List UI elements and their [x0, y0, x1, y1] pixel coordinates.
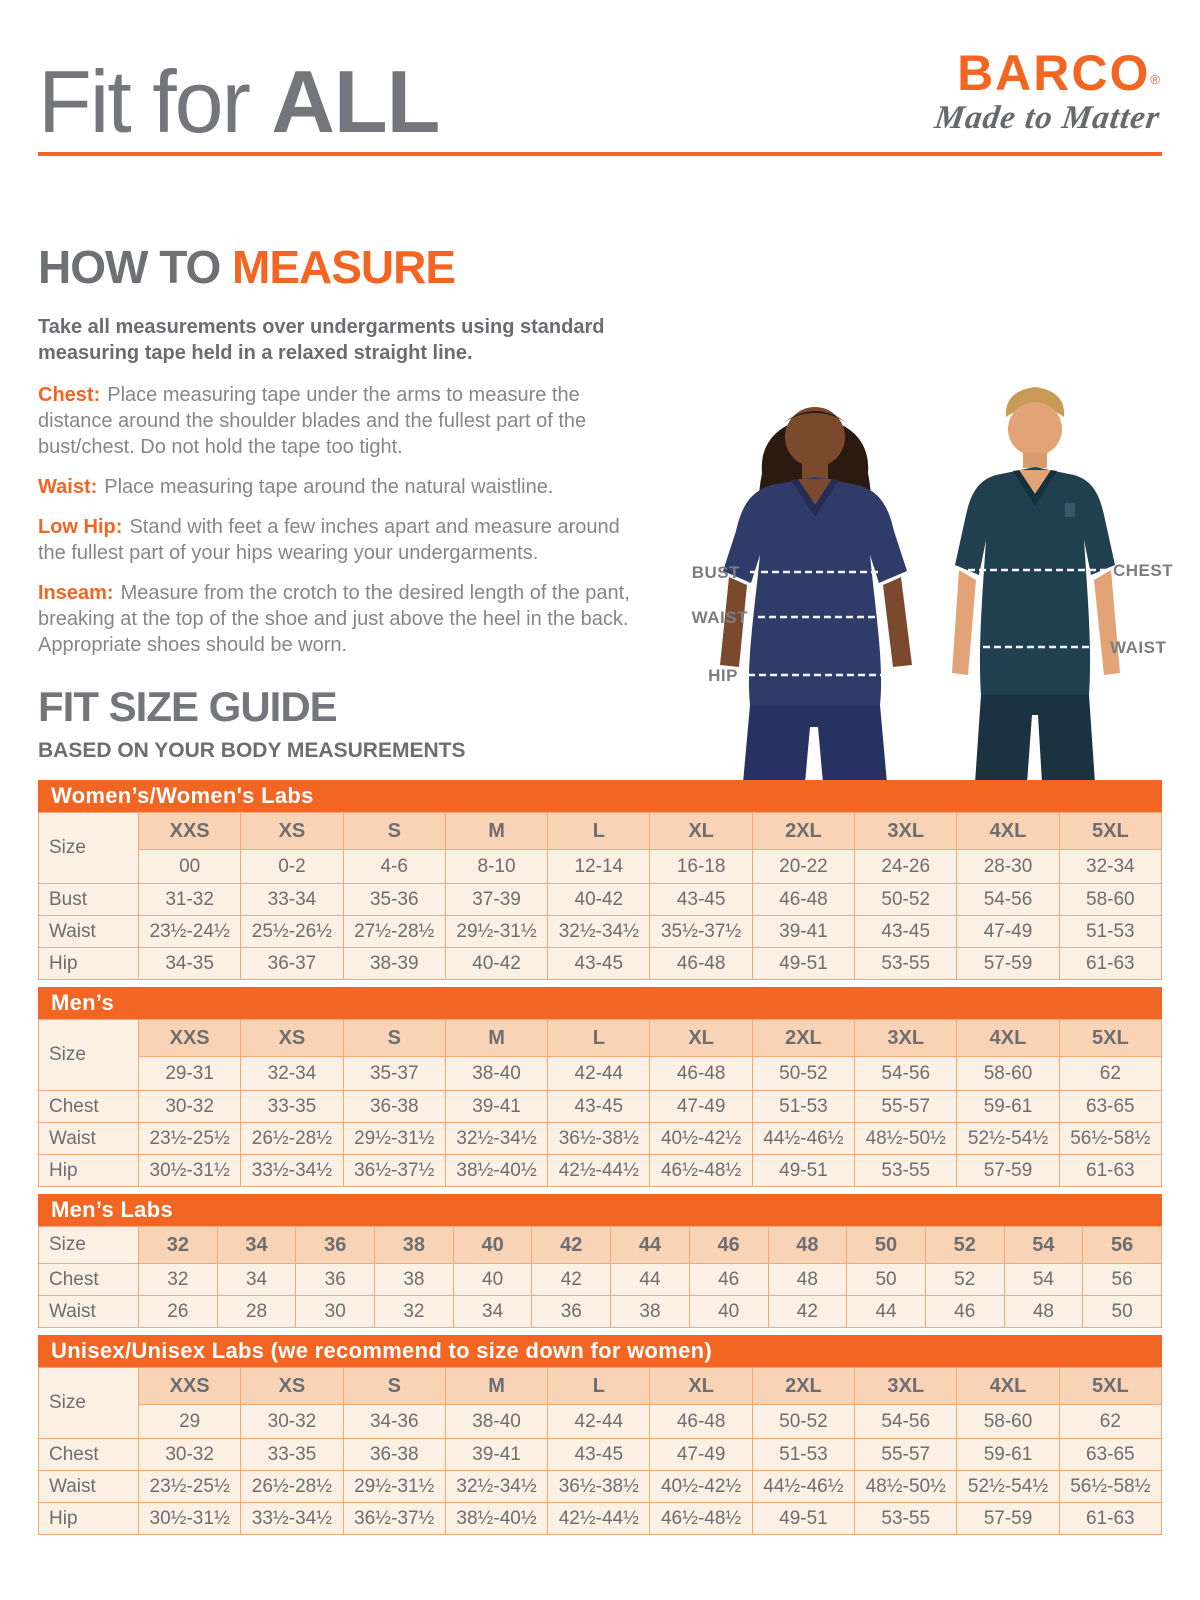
bust-label: BUST	[691, 563, 740, 582]
measurement-cell: 38-39	[343, 948, 445, 980]
measurement-cell: 33-35	[241, 1091, 343, 1123]
female-model-illustration	[720, 407, 912, 783]
size-table	[38, 812, 1162, 980]
measurement-cell: 43-45	[548, 1439, 650, 1471]
size-name-cell: 46	[689, 1227, 768, 1264]
measurement-cell: 36½-37½	[343, 1155, 445, 1187]
row-label-cell: Hip	[39, 1155, 139, 1187]
alt-size-cell: 00	[139, 850, 241, 884]
measurement-cell: 40-42	[445, 948, 547, 980]
alt-size-cell: 20-22	[752, 850, 854, 884]
row-label-cell: Bust	[39, 884, 139, 916]
size-table	[38, 1367, 1162, 1535]
size-name-cell: L	[548, 1368, 650, 1405]
measurement-row	[39, 1123, 1162, 1155]
measurement-cell: 49-51	[752, 948, 854, 980]
measurement-cell: 23½-24½	[139, 916, 241, 948]
measurement-cell: 27½-28½	[343, 916, 445, 948]
size-name-cell: XS	[241, 1368, 343, 1405]
alt-size-cell: 50-52	[752, 1405, 854, 1439]
size-name-cell: 3XL	[855, 1020, 957, 1057]
accent-divider	[38, 152, 1162, 156]
measurement-row	[39, 1155, 1162, 1187]
table-banner: Men’s	[38, 987, 1162, 1019]
guide-subtitle: BASED ON YOUR BODY MEASUREMENTS	[38, 739, 466, 762]
size-name-cell: XL	[650, 1368, 752, 1405]
size-name-cell: S	[343, 813, 445, 850]
size-name-cell: 2XL	[752, 813, 854, 850]
measurement-cell: 38	[611, 1296, 690, 1328]
measurement-cell: 43-45	[548, 948, 650, 980]
measure-item-lowhip	[38, 514, 646, 566]
measurement-cell: 43-45	[855, 916, 957, 948]
table-banner: Men’s Labs	[38, 1194, 1162, 1226]
measurement-cell: 57-59	[957, 1503, 1059, 1535]
measurement-cell: 36-38	[343, 1091, 445, 1123]
measurement-cell: 44	[847, 1296, 926, 1328]
measurement-cell: 50	[1083, 1296, 1162, 1328]
measurement-cell: 42	[768, 1296, 847, 1328]
measurement-cell: 48	[1004, 1296, 1083, 1328]
alt-size-cell: 28-30	[957, 850, 1059, 884]
measurement-cell: 61-63	[1059, 948, 1161, 980]
row-label-cell: Chest	[39, 1264, 139, 1296]
row-label-cell: Chest	[39, 1091, 139, 1123]
size-table-section-3	[38, 1335, 1162, 1535]
measurement-cell: 36½-37½	[343, 1503, 445, 1535]
size-name-cell: 38	[375, 1227, 454, 1264]
measurement-cell: 44	[611, 1264, 690, 1296]
measurement-cell: 29½-31½	[343, 1471, 445, 1503]
measurement-cell: 30-32	[139, 1091, 241, 1123]
measurement-cell: 46	[689, 1264, 768, 1296]
how-to-measure-title	[38, 240, 646, 294]
size-name-cell: 44	[611, 1227, 690, 1264]
size-name-cell: 42	[532, 1227, 611, 1264]
measurement-cell: 46-48	[752, 884, 854, 916]
measurement-cell: 40	[689, 1296, 768, 1328]
size-name-cell: XS	[241, 1020, 343, 1057]
measurement-cell: 53-55	[855, 1155, 957, 1187]
size-header-row	[39, 1368, 1162, 1405]
measurement-row	[39, 884, 1162, 916]
measurement-cell: 38	[375, 1264, 454, 1296]
alt-size-cell: 0-2	[241, 850, 343, 884]
measurement-cell: 40½-42½	[650, 1471, 752, 1503]
measurement-cell: 53-55	[855, 1503, 957, 1535]
measurement-cell: 63-65	[1059, 1439, 1161, 1471]
measurement-cell: 31-32	[139, 884, 241, 916]
size-name-cell: 34	[217, 1227, 296, 1264]
size-name-cell: 2XL	[752, 1020, 854, 1057]
male-waist-label: WAIST	[1110, 638, 1167, 657]
measurement-cell: 36	[532, 1296, 611, 1328]
measurement-cell: 56	[1083, 1264, 1162, 1296]
measurement-cell: 61-63	[1059, 1503, 1161, 1535]
page-title-light: Fit for	[38, 52, 272, 151]
measurement-cell: 33½-34½	[241, 1155, 343, 1187]
size-label-cell: Size	[39, 813, 139, 884]
measurement-cell: 59-61	[957, 1439, 1059, 1471]
row-label-cell: Waist	[39, 1296, 139, 1328]
measurement-cell: 30½-31½	[139, 1503, 241, 1535]
measurement-cell: 63-65	[1059, 1091, 1161, 1123]
measurement-cell: 23½-25½	[139, 1123, 241, 1155]
measurement-cell: 46½-48½	[650, 1155, 752, 1187]
measurement-cell: 39-41	[445, 1439, 547, 1471]
alt-size-cell: 35-37	[343, 1057, 445, 1091]
alt-size-cell: 38-40	[445, 1057, 547, 1091]
alt-size-cell: 58-60	[957, 1405, 1059, 1439]
measure-item-waist	[38, 474, 646, 500]
size-name-cell: M	[445, 813, 547, 850]
measurement-cell: 52½-54½	[957, 1123, 1059, 1155]
size-label-cell: Size	[39, 1020, 139, 1091]
measurement-cell: 57-59	[957, 948, 1059, 980]
female-waist-label: WAIST	[691, 608, 748, 627]
measurement-cell: 46½-48½	[650, 1503, 752, 1535]
measurement-cell: 33½-34½	[241, 1503, 343, 1535]
measurement-cell: 32	[375, 1296, 454, 1328]
measure-item-chest-text: Place measuring tape under the arms to measure the distance around the shoulder blades and the fullest part of the bust/chest. Do not hold the tape too tight.	[38, 384, 587, 458]
measurement-cell: 32	[139, 1264, 218, 1296]
size-name-cell: L	[548, 1020, 650, 1057]
size-name-cell: 56	[1083, 1227, 1162, 1264]
size-name-cell: XXS	[139, 813, 241, 850]
measurement-cell: 40½-42½	[650, 1123, 752, 1155]
measurement-cell: 44½-46½	[752, 1123, 854, 1155]
measurement-cell: 47-49	[650, 1091, 752, 1123]
page-title	[38, 52, 440, 151]
measurement-cell: 56½-58½	[1059, 1123, 1161, 1155]
measurement-row	[39, 1091, 1162, 1123]
size-name-cell: 5XL	[1059, 1368, 1161, 1405]
alt-size-cell: 46-48	[650, 1057, 752, 1091]
alt-size-cell: 12-14	[548, 850, 650, 884]
measurement-cell: 55-57	[855, 1439, 957, 1471]
size-name-cell: 36	[296, 1227, 375, 1264]
size-name-cell: 54	[1004, 1227, 1083, 1264]
measurement-cell: 53-55	[855, 948, 957, 980]
size-name-cell: 32	[139, 1227, 218, 1264]
measurement-cell: 36-38	[343, 1439, 445, 1471]
size-name-cell: XXS	[139, 1020, 241, 1057]
measurement-cell: 43-45	[548, 1091, 650, 1123]
measurement-cell: 40-42	[548, 884, 650, 916]
measurement-cell: 25½-26½	[241, 916, 343, 948]
measurement-row	[39, 1264, 1162, 1296]
size-tables	[38, 780, 1162, 1542]
size-name-cell: 50	[847, 1227, 926, 1264]
measurement-cell: 36-37	[241, 948, 343, 980]
measurement-cell: 49-51	[752, 1503, 854, 1535]
size-header-row	[39, 1020, 1162, 1057]
alt-size-cell: 32-34	[241, 1057, 343, 1091]
table-banner: Women’s/Women's Labs	[38, 780, 1162, 812]
size-name-cell: 48	[768, 1227, 847, 1264]
measurement-cell: 50	[847, 1264, 926, 1296]
measurement-row	[39, 1439, 1162, 1471]
size-label-cell: Size	[39, 1368, 139, 1439]
measure-item-inseam	[38, 580, 646, 658]
measurement-cell: 52½-54½	[957, 1471, 1059, 1503]
size-table-section-2	[38, 1194, 1162, 1328]
brand-block	[932, 45, 1163, 137]
how-to-measure-section	[38, 240, 646, 672]
measurement-cell: 35½-37½	[650, 916, 752, 948]
measure-item-lowhip-label: Low Hip:	[38, 516, 123, 538]
alt-size-cell: 46-48	[650, 1405, 752, 1439]
measurement-cell: 36	[296, 1264, 375, 1296]
brand-wordmark: BARCO	[957, 45, 1151, 101]
chest-label: CHEST	[1113, 561, 1174, 580]
alt-size-cell: 16-18	[650, 850, 752, 884]
fit-size-guide-heading	[38, 683, 465, 763]
size-name-cell: S	[343, 1020, 445, 1057]
alt-size-cell: 38-40	[445, 1405, 547, 1439]
measurement-cell: 34	[453, 1296, 532, 1328]
size-header-row	[39, 813, 1162, 850]
measurement-cell: 42½-44½	[548, 1155, 650, 1187]
measurement-cell: 38½-40½	[445, 1155, 547, 1187]
measurement-cell: 33-34	[241, 884, 343, 916]
measurement-cell: 58-60	[1059, 884, 1161, 916]
size-name-cell: 4XL	[957, 813, 1059, 850]
size-name-cell: L	[548, 813, 650, 850]
measurement-cell: 34	[217, 1264, 296, 1296]
alt-size-row	[39, 1405, 1162, 1439]
brand-logo	[935, 45, 1160, 101]
measurement-cell: 57-59	[957, 1155, 1059, 1187]
how-to-measure-title-gray: HOW TO	[38, 241, 233, 293]
size-name-cell: 3XL	[855, 1368, 957, 1405]
measurement-cell: 54	[1004, 1264, 1083, 1296]
measurement-cell: 38½-40½	[445, 1503, 547, 1535]
measurement-cell: 40	[453, 1264, 532, 1296]
measurement-cell: 36½-38½	[548, 1471, 650, 1503]
measurement-cell: 56½-58½	[1059, 1471, 1161, 1503]
measurement-cell: 36½-38½	[548, 1123, 650, 1155]
alt-size-cell: 4-6	[343, 850, 445, 884]
size-table-section-0	[38, 780, 1162, 980]
measurement-cell: 32½-34½	[445, 1471, 547, 1503]
measurement-cell: 26½-28½	[241, 1471, 343, 1503]
measurement-cell: 48½-50½	[855, 1471, 957, 1503]
size-name-cell: 4XL	[957, 1368, 1059, 1405]
table-banner: Unisex/Unisex Labs (we recommend to size down for women)	[38, 1335, 1162, 1367]
measurement-cell: 59-61	[957, 1091, 1059, 1123]
row-label-cell: Waist	[39, 1123, 139, 1155]
measurement-cell: 29½-31½	[343, 1123, 445, 1155]
size-name-cell: 5XL	[1059, 1020, 1161, 1057]
measure-item-chest-label: Chest:	[38, 384, 101, 406]
row-label-cell: Hip	[39, 948, 139, 980]
page-title-bold: ALL	[271, 52, 440, 151]
size-table-section-1	[38, 987, 1162, 1187]
alt-size-cell: 24-26	[855, 850, 957, 884]
registered-mark-icon: ®	[1150, 72, 1160, 87]
alt-size-cell: 42-44	[548, 1405, 650, 1439]
measurement-cell: 52	[925, 1264, 1004, 1296]
size-name-cell: 5XL	[1059, 813, 1161, 850]
measurement-cell: 26	[139, 1296, 218, 1328]
alt-size-cell: 8-10	[445, 850, 547, 884]
size-name-cell: XS	[241, 813, 343, 850]
measurement-cell: 35-36	[343, 884, 445, 916]
models-photo	[650, 373, 1195, 783]
measurement-cell: 34-35	[139, 948, 241, 980]
size-name-cell: XL	[650, 1020, 752, 1057]
size-name-cell: 40	[453, 1227, 532, 1264]
alt-size-cell: 42-44	[548, 1057, 650, 1091]
size-table	[38, 1019, 1162, 1187]
measurement-cell: 32½-34½	[548, 916, 650, 948]
size-name-cell: S	[343, 1368, 445, 1405]
size-table	[38, 1226, 1162, 1328]
row-label-cell: Waist	[39, 916, 139, 948]
measurement-cell: 39-41	[752, 916, 854, 948]
size-name-cell: M	[445, 1020, 547, 1057]
how-to-measure-title-orange: MEASURE	[232, 241, 456, 293]
measurement-cell: 43-45	[650, 884, 752, 916]
alt-size-row	[39, 850, 1162, 884]
measurement-cell: 54-56	[957, 884, 1059, 916]
measurement-cell: 47-49	[650, 1439, 752, 1471]
measurement-cell: 30½-31½	[139, 1155, 241, 1187]
male-model-illustration	[952, 387, 1120, 783]
size-name-cell: 52	[925, 1227, 1004, 1264]
alt-size-cell: 29-31	[139, 1057, 241, 1091]
size-label-cell: Size	[39, 1227, 139, 1264]
alt-size-cell: 30-32	[241, 1405, 343, 1439]
alt-size-cell: 58-60	[957, 1057, 1059, 1091]
alt-size-cell: 62	[1059, 1405, 1161, 1439]
measure-intro: Take all measurements over undergarments using standard measuring tape held in a relaxed straight line.	[38, 316, 605, 364]
measurement-row	[39, 1471, 1162, 1503]
measurement-row	[39, 1296, 1162, 1328]
measurement-cell: 42½-44½	[548, 1503, 650, 1535]
size-header-row	[39, 1227, 1162, 1264]
measurement-cell: 51-53	[752, 1439, 854, 1471]
models-illustration	[650, 373, 1195, 783]
measurement-cell: 50-52	[855, 884, 957, 916]
size-name-cell: XL	[650, 813, 752, 850]
alt-size-cell: 29	[139, 1405, 241, 1439]
measurement-cell: 47-49	[957, 916, 1059, 948]
measurement-row	[39, 1503, 1162, 1535]
size-name-cell: M	[445, 1368, 547, 1405]
measure-item-lowhip-text: Stand with feet a few inches apart and measure around the fullest part of your hips wearing your undergarments.	[38, 516, 620, 564]
measurement-row	[39, 916, 1162, 948]
alt-size-cell: 34-36	[343, 1405, 445, 1439]
alt-size-cell: 62	[1059, 1057, 1161, 1091]
measurement-cell: 39-41	[445, 1091, 547, 1123]
measurement-cell: 32½-34½	[445, 1123, 547, 1155]
measurement-cell: 51-53	[752, 1091, 854, 1123]
measurement-cell: 46-48	[650, 948, 752, 980]
alt-size-cell: 32-34	[1059, 850, 1161, 884]
measurement-cell: 23½-25½	[139, 1471, 241, 1503]
row-label-cell: Chest	[39, 1439, 139, 1471]
measurement-cell: 29½-31½	[445, 916, 547, 948]
masthead	[38, 45, 1163, 151]
size-name-cell: XXS	[139, 1368, 241, 1405]
measurement-cell: 46	[925, 1296, 1004, 1328]
measurement-cell: 28	[217, 1296, 296, 1328]
measure-item-inseam-label: Inseam:	[38, 582, 114, 604]
alt-size-cell: 54-56	[855, 1057, 957, 1091]
alt-size-cell: 54-56	[855, 1405, 957, 1439]
measurement-cell: 61-63	[1059, 1155, 1161, 1187]
measurement-row	[39, 948, 1162, 980]
measurement-cell: 55-57	[855, 1091, 957, 1123]
size-name-cell: 4XL	[957, 1020, 1059, 1057]
measurement-cell: 49-51	[752, 1155, 854, 1187]
brand-tagline: Made to Matter	[932, 100, 1163, 136]
size-name-cell: 2XL	[752, 1368, 854, 1405]
alt-size-row	[39, 1057, 1162, 1091]
measure-item-waist-text: Place measuring tape around the natural waistline.	[104, 476, 554, 498]
measurement-cell: 33-35	[241, 1439, 343, 1471]
measurement-cell: 48	[768, 1264, 847, 1296]
measurement-cell: 30-32	[139, 1439, 241, 1471]
measurement-cell: 48½-50½	[855, 1123, 957, 1155]
measurement-cell: 26½-28½	[241, 1123, 343, 1155]
alt-size-cell: 50-52	[752, 1057, 854, 1091]
measurement-cell: 42	[532, 1264, 611, 1296]
guide-title: FIT SIZE GUIDE	[38, 683, 337, 730]
measurement-cell: 44½-46½	[752, 1471, 854, 1503]
hip-label: HIP	[708, 666, 738, 685]
measurement-cell: 30	[296, 1296, 375, 1328]
size-name-cell: 3XL	[855, 813, 957, 850]
measurement-cell: 51-53	[1059, 916, 1161, 948]
measure-item-chest	[38, 382, 646, 460]
row-label-cell: Hip	[39, 1503, 139, 1535]
measurement-cell: 37-39	[445, 884, 547, 916]
measure-item-inseam-text: Measure from the crotch to the desired length of the pant, breaking at the top of the shoe and just above the heel in the back. Appropriate shoes should be worn.	[38, 582, 630, 656]
measure-item-waist-label: Waist:	[38, 476, 98, 498]
row-label-cell: Waist	[39, 1471, 139, 1503]
